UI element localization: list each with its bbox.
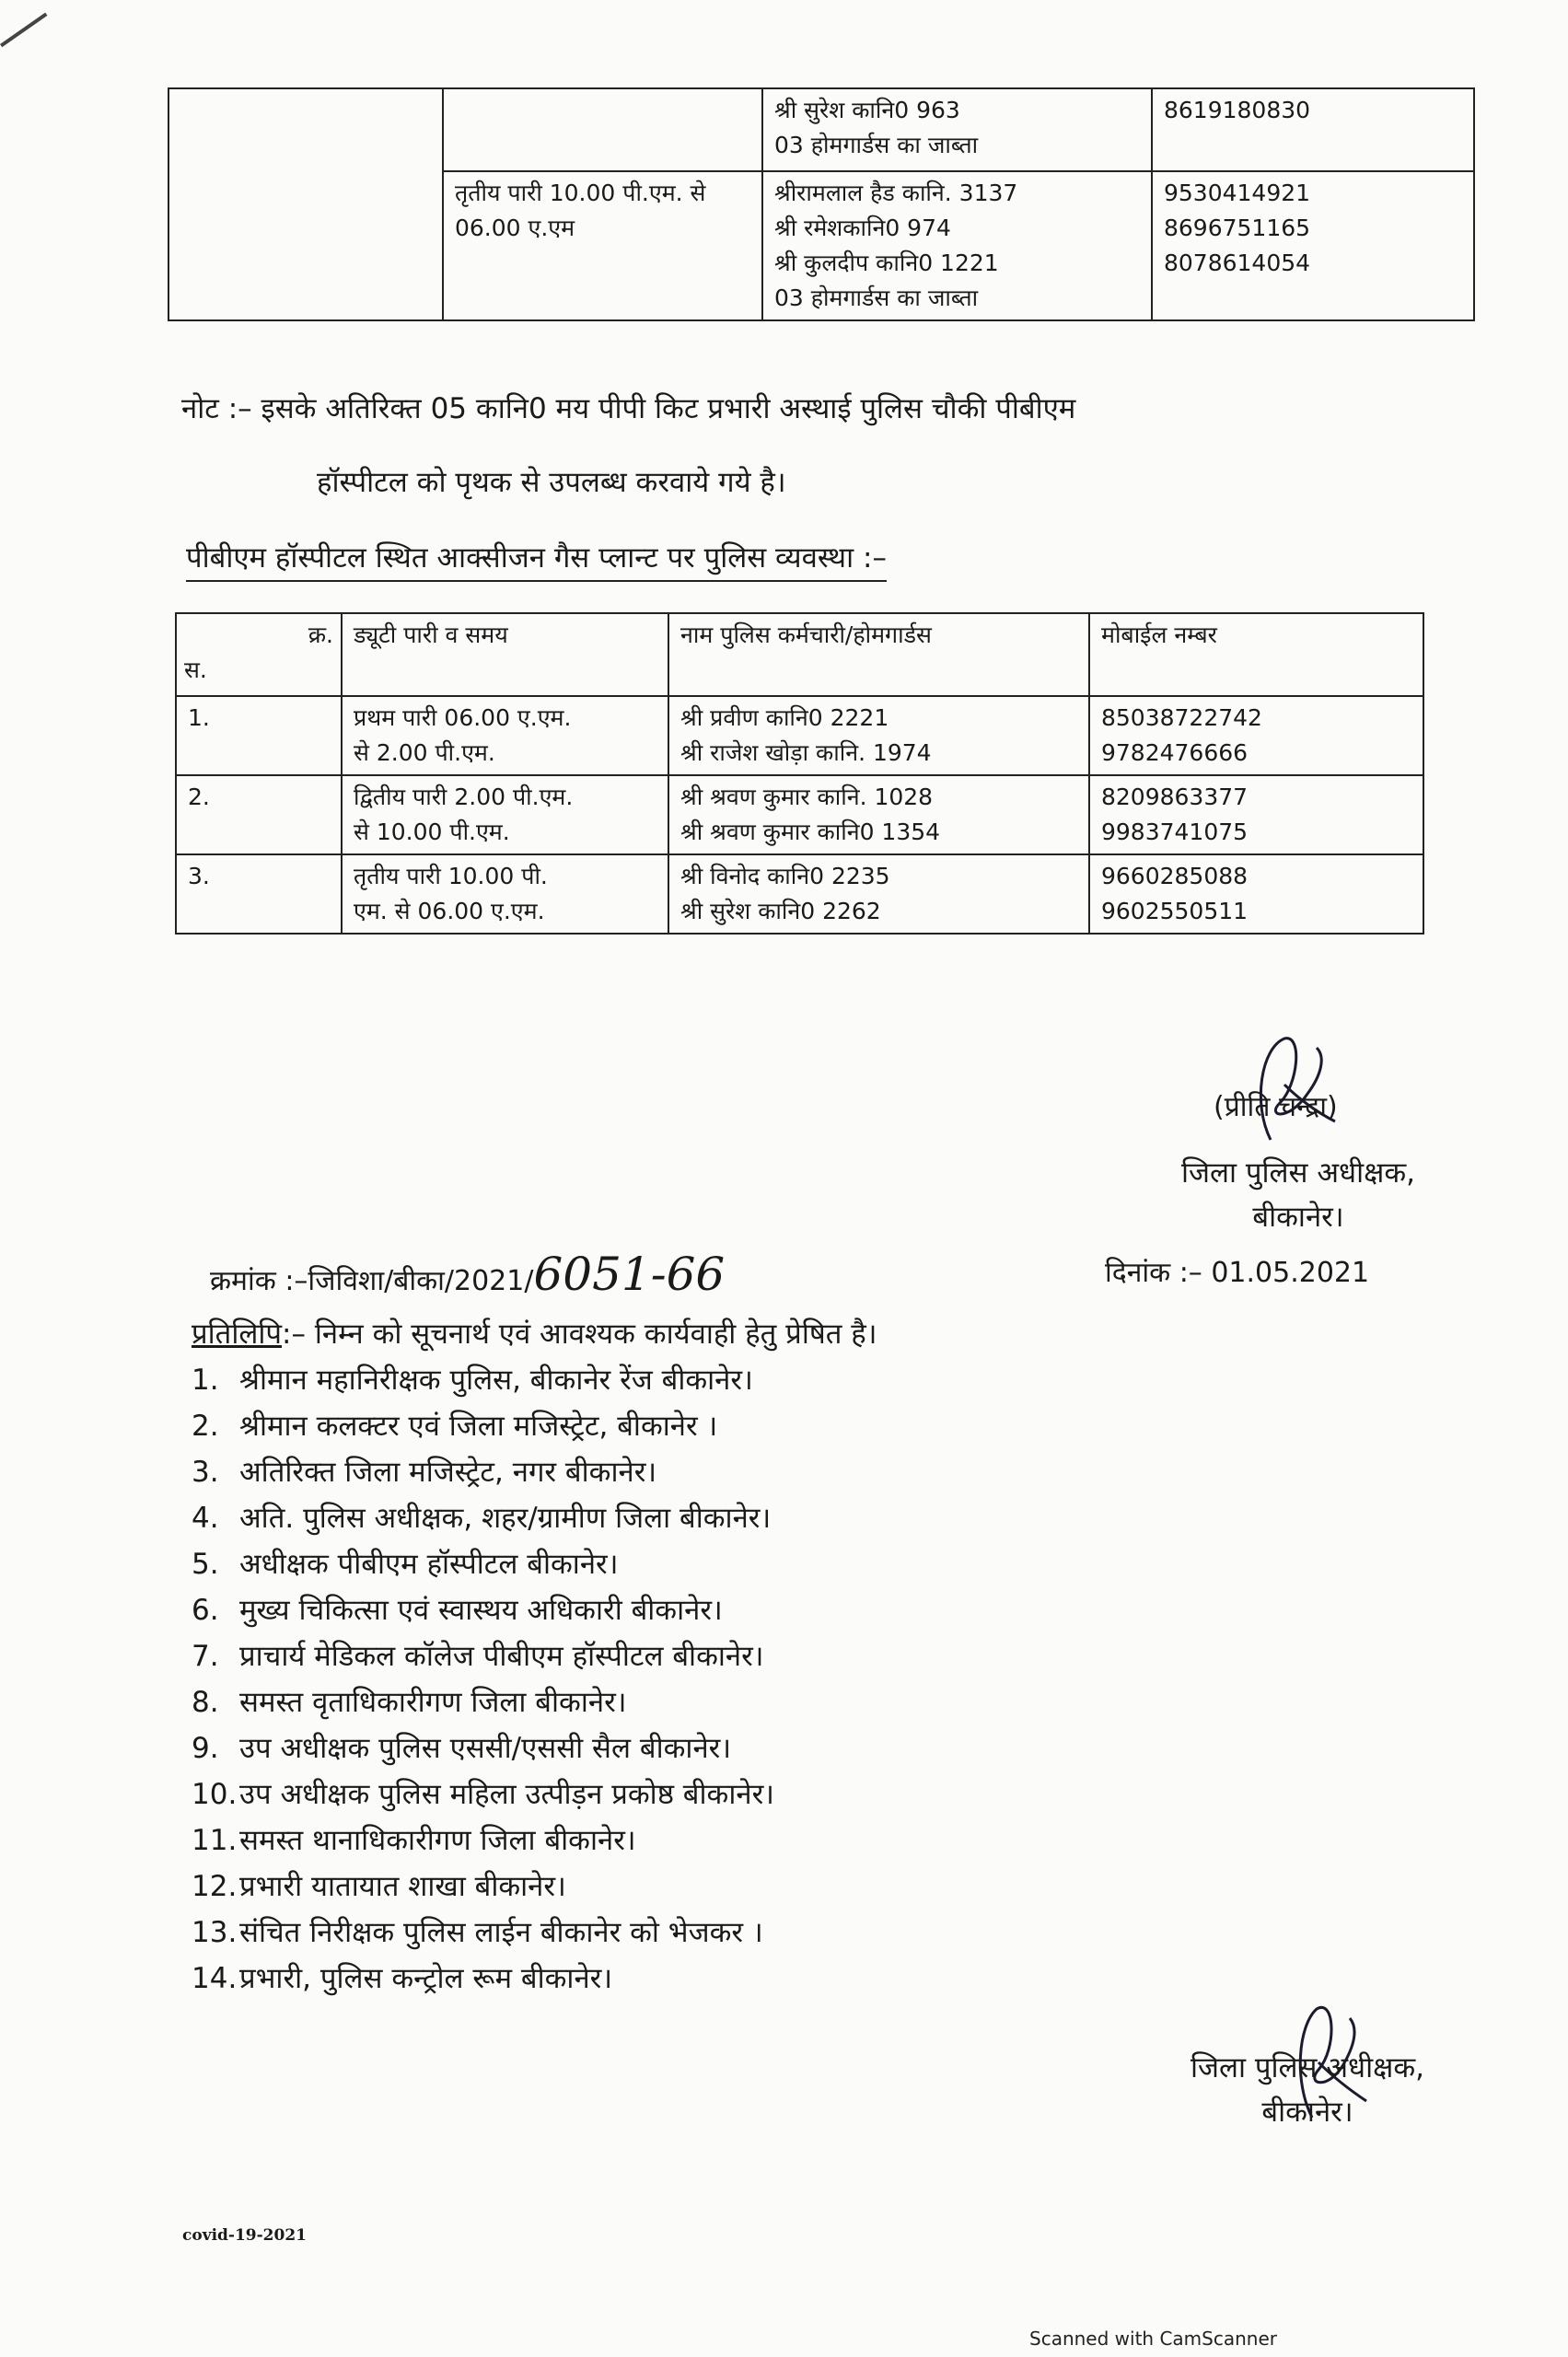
table-row [168,88,1474,171]
mobile-cell [1089,696,1423,775]
reference-prefix: क्रमांक :–जिविशा/बीका/2021/ [210,1265,534,1297]
names-cell [668,854,1089,934]
mobile-line: 8696751165 [1164,215,1311,241]
shift-line: एम. से 06.00 ए.एम. [354,898,545,924]
shift-line: से 10.00 पी.एम. [354,819,510,845]
table-row [176,775,1423,854]
list-item: 1. श्रीमान महानिरीक्षक पुलिस, बीकानेर रेंज बीकानेर। [192,1364,753,1397]
header-serial-b: स. [184,656,207,683]
place-text: बीकानेर। [1261,2096,1353,2129]
shift-line: द्वितीय पारी 2.00 पी.एम. [354,784,574,810]
list-item: 4. अति. पुलिस अधीक्षक, शहर/ग्रामीण जिला बीकानेर। [192,1502,772,1535]
designation-text: जिला पुलिस अधीक्षक, [1190,2051,1425,2084]
shift-line: से 2.00 पी.एम. [354,739,495,766]
list-item: 8. समस्त वृताधिकारीगण जिला बीकानेर। [192,1686,627,1719]
name-line: श्री कुलदीप कानि0 1221 [774,250,999,276]
mobile-line: 8619180830 [1164,97,1311,123]
name-line: 03 होमगार्डस का जाब्ता [774,132,979,158]
mobile-line: 8078614054 [1164,250,1311,276]
shift-cell [443,88,762,171]
shift-line: प्रथम पारी 06.00 ए.एम. [354,704,572,731]
header-serial [176,613,342,696]
list-item: 14. प्रभारी, पुलिस कन्ट्रोल रूम बीकानेर। [192,1962,613,1995]
signatory-name: (प्रीति चन्द्रा) [1214,1091,1338,1123]
list-item: 12. प्रभारी यातायात शाखा बीकानेर। [192,1870,566,1903]
header-serial-a: क्र. [308,621,333,648]
note-line-2: हॉस्पीटल को पृथक से उपलब्ध करवाये गये है। [317,466,786,499]
handwritten-reference: 6051-66 [533,1248,726,1301]
table-row [176,696,1423,775]
place-text: बीकानेर। [1252,1201,1344,1234]
header-mobile: मोबाईल नम्बर [1089,613,1423,696]
mobile-cell [1152,88,1474,171]
reference-date: दिनांक :– 01.05.2021 [1105,1257,1370,1289]
name-line: श्री विनोद कानि0 2235 [680,863,890,889]
list-item: 9. उप अधीक्षक पुलिस एससी/एससी सैल बीकानेर। [192,1732,732,1765]
name-line: श्री प्रवीण कानि0 2221 [680,704,889,731]
name-line: श्री सुरेश कानि0 963 [774,97,960,123]
mobile-line: 9602550511 [1101,898,1249,924]
serial-cell: 1. [176,696,342,775]
list-item: 3. अतिरिक्त जिला मजिस्ट्रेट, नगर बीकानेर। [192,1456,657,1489]
list-item: 11. समस्त थानाधिकारीगण जिला बीकानेर। [192,1824,636,1857]
names-cell [762,88,1152,171]
mobile-line: 9983741075 [1101,819,1249,845]
mobile-cell [1089,775,1423,854]
mobile-line: 9660285088 [1101,863,1249,889]
names-cell [668,696,1089,775]
mobile-line: 8209863377 [1101,784,1249,810]
mobile-line: 9530414921 [1164,180,1311,206]
list-item: 10. उप अधीक्षक पुलिस महिला उत्पीड़न प्रकोष्ठ बीकानेर। [192,1778,775,1811]
names-cell [668,775,1089,854]
oxygen-plant-heading: पीबीएम हॉस्पीटल स्थित आक्सीजन गैस प्लान्ट पर पुलिस व्यवस्था :– [186,538,887,582]
copy-to-intro [192,1311,877,1357]
serial-cell: 3. [176,854,342,934]
mobile-line: 85038722742 [1101,704,1262,731]
copy-to-label: प्रतिलिपि [192,1318,283,1351]
name-line: श्री राजेश खोड़ा कानि. 1974 [680,739,932,766]
name-line: श्री श्रवण कुमार कानि. 1028 [680,784,934,810]
header-names: नाम पुलिस कर्मचारी/होमगार्डस [668,613,1089,696]
scanner-watermark: Scanned with CamScanner [1029,2328,1277,2350]
copy-to-intro-text: :– निम्न को सूचनार्थ एवं आवश्यक कार्यवाही हेतु प्रेषित है। [282,1318,877,1351]
mobile-line: 9782476666 [1101,739,1249,766]
list-item: 2. श्रीमान कलक्टर एवं जिला मजिस्ट्रेट, बीकानेर । [192,1410,718,1443]
empty-cell [168,88,443,320]
list-item: 13. संचित निरीक्षक पुलिस लाईन बीकानेर को भेजकर । [192,1916,763,1949]
name-line: श्री रमेशकानि0 974 [774,215,951,241]
scan-corner-mark [0,13,71,82]
mobile-cell [1089,854,1423,934]
list-item: 7. प्राचार्य मेडिकल कॉलेज पीबीएम हॉस्पीटल बीकानेर। [192,1640,764,1673]
header-shift: ड्यूटी पारी व समय [342,613,668,696]
list-item: 5. अधीक्षक पीबीएम हॉस्पीटल बीकानेर। [192,1548,619,1581]
shift-cell [342,854,668,934]
names-cell [762,171,1152,320]
table-row [176,854,1423,934]
designation-text: जिला पुलिस अधीक्षक, [1180,1156,1416,1190]
signatory-designation-top [1132,1151,1464,1239]
name-line: श्री श्रवण कुमार कानि0 1354 [680,819,941,845]
footer-code: covid-19-2021 [182,2226,307,2245]
shift-line: तृतीय पारी 10.00 पी. [354,863,548,889]
copy-to-section [192,1311,877,2002]
note-line-1: नोट :– इसके अतिरिक्त 05 कानि0 मय पीपी किट प्रभारी अस्थाई पुलिस चौकी पीबीएम [181,392,1076,425]
serial-cell: 2. [176,775,342,854]
mobile-cell [1152,171,1474,320]
shift-cell: तृतीय पारी 10.00 पी.एम. से 06.00 ए.एम [443,171,762,320]
shift-cell [342,775,668,854]
list-item: 6. मुख्य चिकित्सा एवं स्वास्थय अधिकारी बीकानेर। [192,1594,723,1627]
name-line: श्री सुरेश कानि0 2262 [680,898,881,924]
name-line: श्रीरामलाल हैड कानि. 3137 [774,180,1018,206]
signatory-designation-bottom [1142,2046,1473,2134]
table-header-row [176,613,1423,696]
reference-number [210,1248,725,1301]
name-line: 03 होमगार्डस का जाब्ता [774,284,979,311]
top-duty-table [168,87,1475,321]
oxygen-duty-table [175,612,1424,935]
shift-cell [342,696,668,775]
